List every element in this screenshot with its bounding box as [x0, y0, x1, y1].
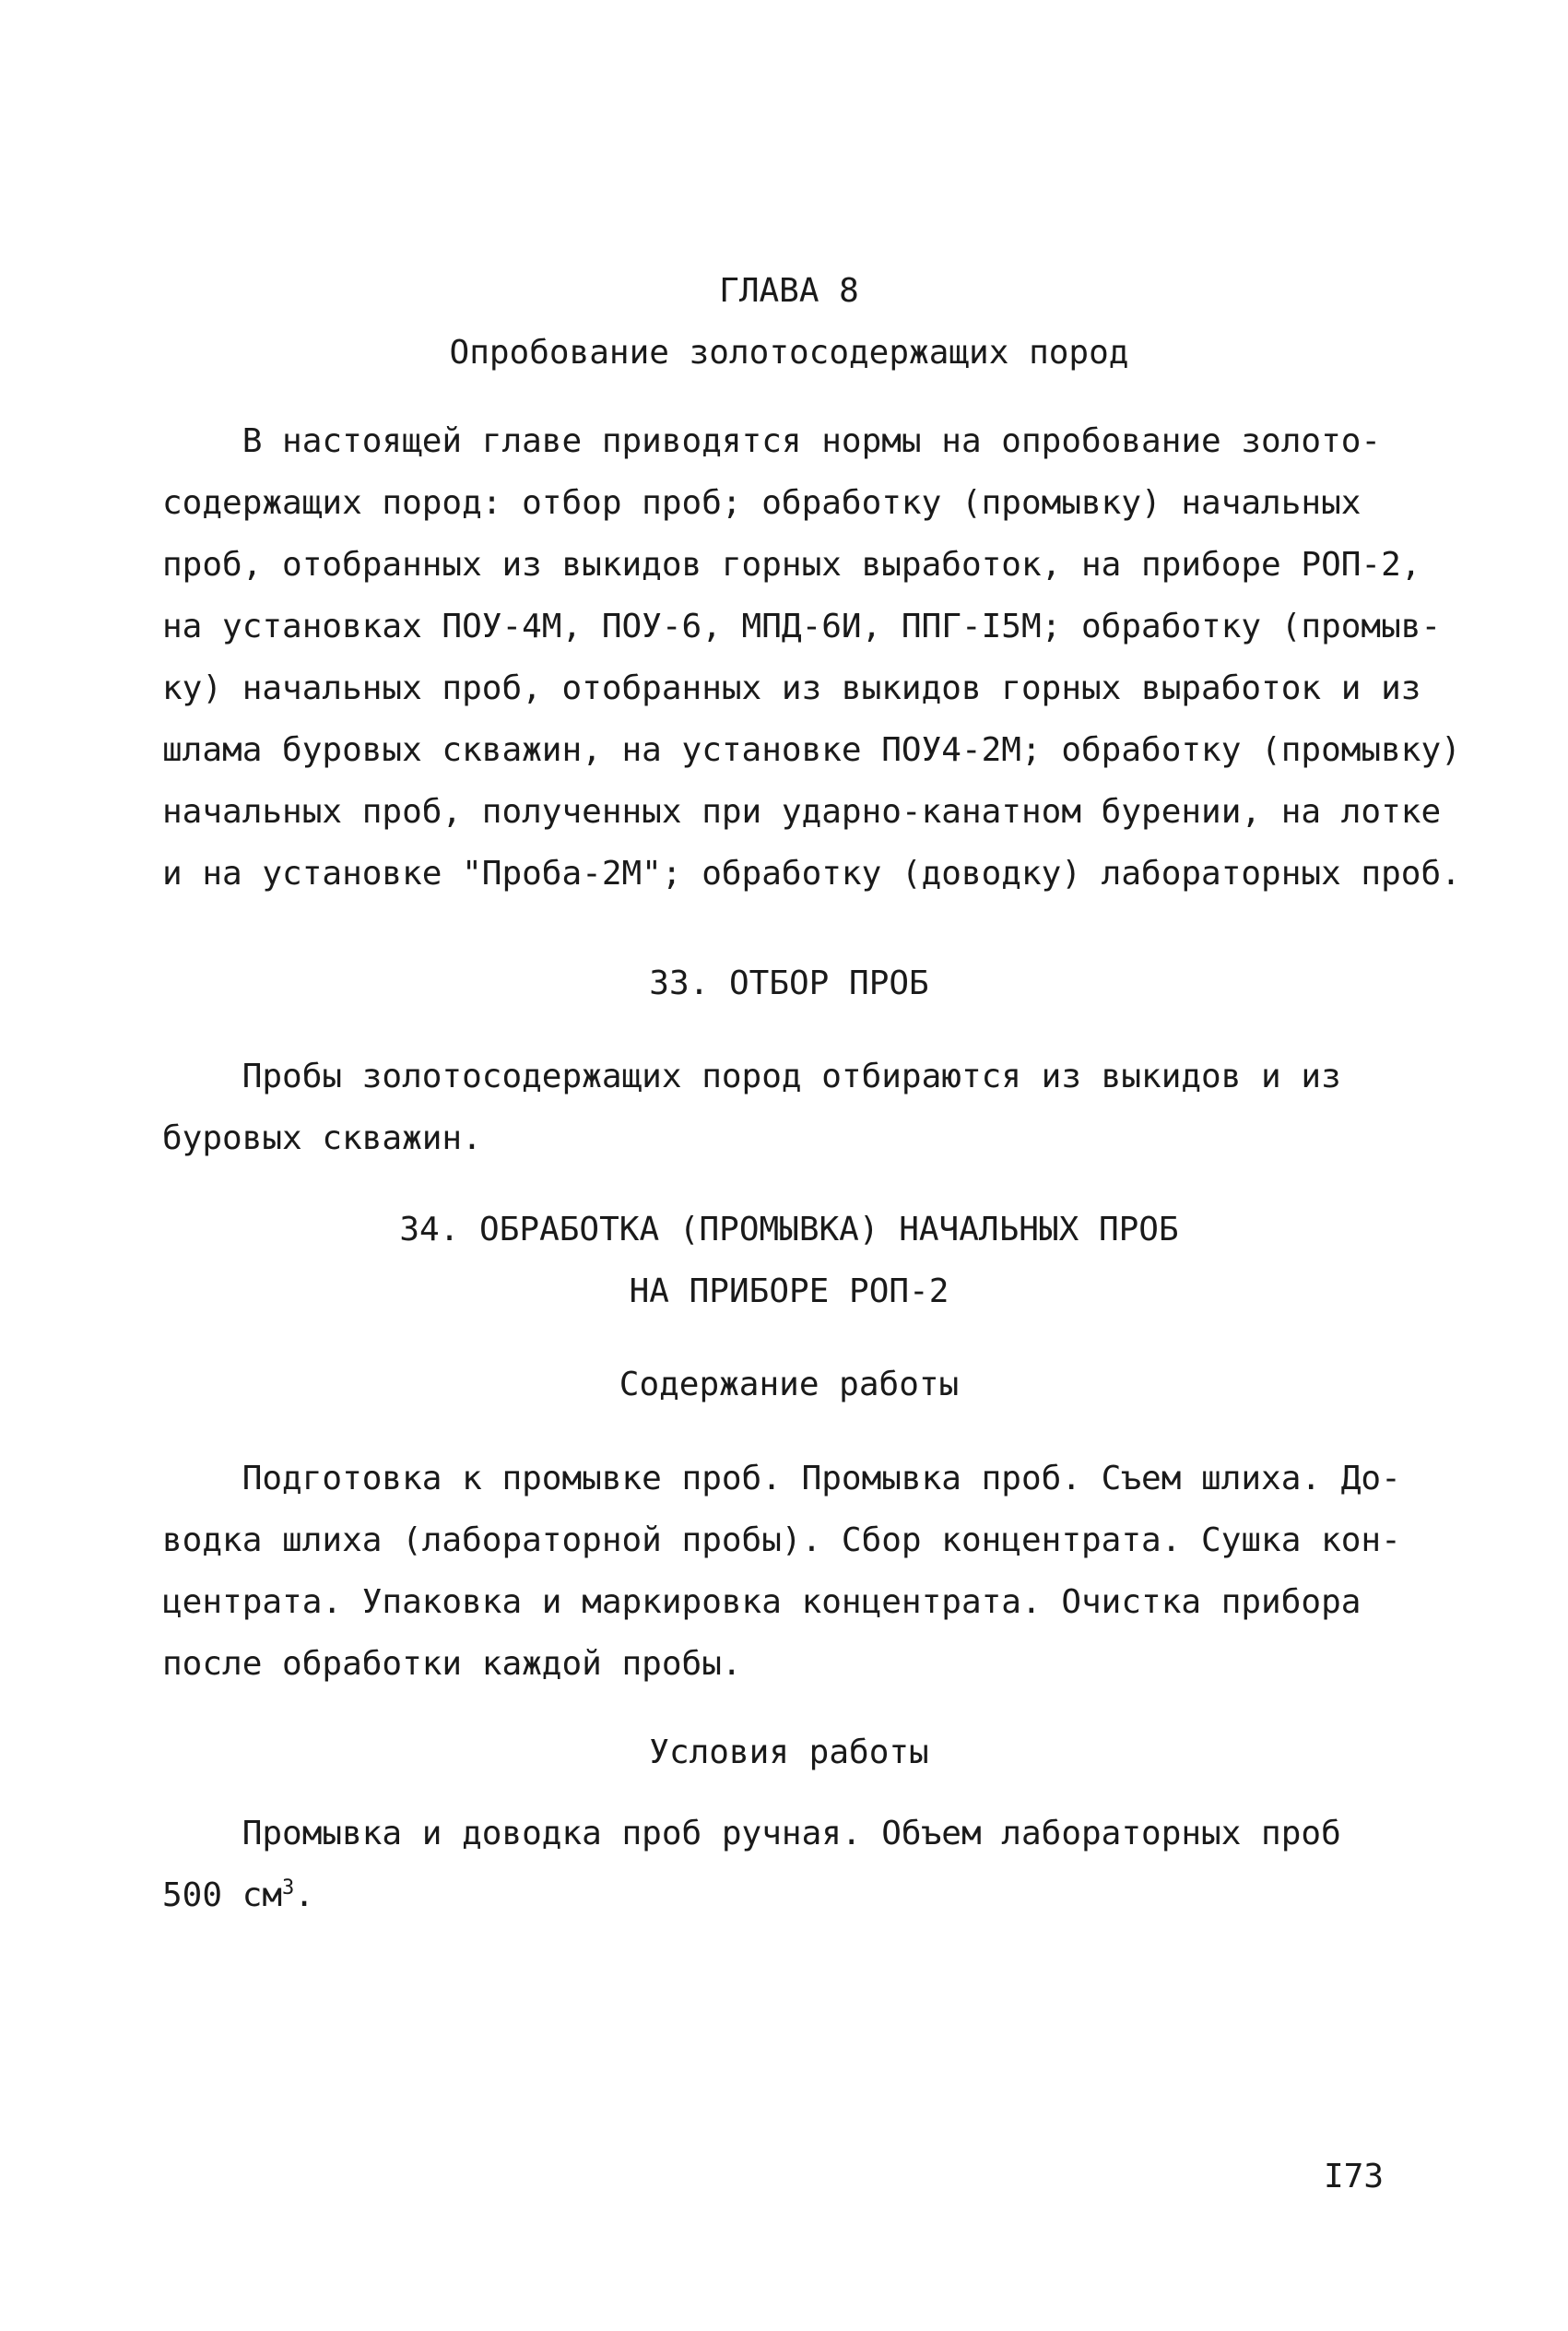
- paragraph-line: водка шлиха (лабораторной пробы). Сбор концентрата. Сушка кон-: [162, 1521, 1401, 1559]
- paragraph-line: шлама буровых скважин, на установке ПОУ4-2М; обработку (промывку): [162, 731, 1461, 769]
- paragraph-line-volume: [162, 1864, 1416, 1926]
- paragraph-line: ку) начальных проб, отобранных из выкидов горных выработок и из: [162, 669, 1421, 707]
- section-33-heading-block: [162, 953, 1416, 1014]
- conditions-heading-block: [162, 1722, 1416, 1783]
- volume-exponent: 3: [282, 1876, 295, 1899]
- section-34-heading-line1: 34. ОБРАБОТКА (ПРОМЫВКА) НАЧАЛЬНЫХ ПРОБ: [399, 1211, 1179, 1248]
- paragraph-line: Подготовка к промывке проб. Промывка проб. Съем шлиха. До-: [162, 1460, 1401, 1497]
- volume-value: 500 см: [162, 1876, 283, 1914]
- chapter-subtitle: Опробование золотосодержащих пород: [449, 334, 1129, 372]
- chapter-header: [162, 260, 1416, 384]
- section-34-heading-block: [162, 1199, 1416, 1322]
- chapter-title: ГЛАВА 8: [719, 272, 859, 310]
- paragraph-line: содержащих пород: отбор проб; обработку (промывку) начальных: [162, 484, 1362, 522]
- content-heading: Содержание работы: [619, 1366, 960, 1403]
- paragraph-line: и на установке "Проба-2М"; обработку (доводку) лабораторных проб.: [162, 855, 1461, 893]
- paragraph-line: начальных проб, полученных при ударно-канатном бурении, на лотке: [162, 793, 1442, 831]
- content-heading-block: [162, 1354, 1416, 1415]
- section-34-heading-line2: НА ПРИБОРЕ РОП-2: [629, 1272, 949, 1310]
- paragraph-line: буровых скважин.: [162, 1119, 482, 1157]
- section-33-heading: 33. ОТБОР ПРОБ: [649, 964, 929, 1002]
- paragraph-line: на установках ПОУ-4М, ПОУ-6, МПД-6И, ППГ-I5М; обработку (промыв-: [162, 608, 1442, 645]
- paragraph-line: центрата. Упаковка и маркировка концентрата. Очистка прибора: [162, 1583, 1362, 1621]
- intro-paragraph: [162, 410, 1461, 905]
- section-33-paragraph: [162, 1046, 1416, 1169]
- conditions-heading: Условия работы: [649, 1733, 929, 1771]
- conditions-paragraph: [162, 1803, 1416, 1926]
- volume-period: .: [294, 1876, 314, 1914]
- paragraph-line: В настоящей главе приводятся нормы на опробование золото-: [162, 422, 1382, 460]
- content-paragraph: [162, 1448, 1416, 1695]
- paragraph-line: после обработки каждой пробы.: [162, 1645, 742, 1683]
- paragraph-line: проб, отобранных из выкидов горных выработок, на приборе РОП-2,: [162, 546, 1421, 584]
- paragraph-line: Промывка и доводка проб ручная. Объем лабораторных проб: [162, 1815, 1341, 1852]
- page-number: I73: [1323, 2158, 1384, 2195]
- paragraph-line: Пробы золотосодержащих пород отбираются из выкидов и из: [162, 1058, 1341, 1095]
